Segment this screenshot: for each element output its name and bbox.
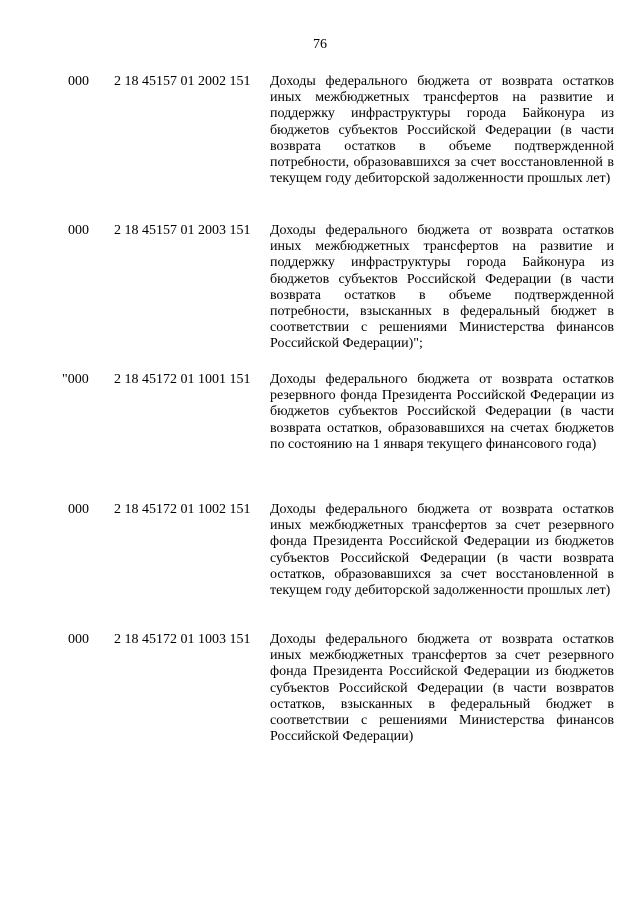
list-item <box>0 74 640 223</box>
list-item <box>0 632 640 756</box>
admin-code: 000 <box>68 502 89 517</box>
budget-codes-list <box>0 74 640 756</box>
revenue-description: Доходы федерального бюджета от возврата остатков иных межбюджетных трансфертов на развитие и поддержку инфраструктуры города Байконура из бюджетов субъектов Российской Федерации (в части возврата остатков в объеме подтвержденной потребности, образовавшихся за счет восстановленной в текущем году дебиторской задолженности прошлых лет) <box>270 74 614 187</box>
list-item <box>0 502 640 632</box>
revenue-description: Доходы федерального бюджета от возврата остатков резервного фонда Президента Российской Федерации из бюджетов субъектов Российской Федерации (в части возврата остатков, образовавшихся на счетах бюджетов по состоянию на 1 января текущего финансового года) <box>270 372 614 452</box>
list-item <box>0 223 640 372</box>
admin-code: 000 <box>68 74 89 89</box>
budget-classification-code: 2 18 45157 01 2003 151 <box>114 223 251 238</box>
revenue-description: Доходы федерального бюджета от возврата остатков иных межбюджетных трансфертов на развитие и поддержку инфраструктуры города Байконура из бюджетов субъектов Российской Федерации (в части возврата остатков в объеме подтвержденной потребности, взысканных в федеральный бюджет в соответствии с решениями Министерства финансов Российской Федерации)"; <box>270 223 614 352</box>
page-number: 76 <box>313 37 327 52</box>
revenue-description: Доходы федерального бюджета от возврата остатков иных межбюджетных трансфертов за счет резервного фонда Президента Российской Федерации из бюджетов субъектов Российской Федерации (в части возвратов остатков, взысканных в федеральный бюджет в соответствии с решениями Министерства финансов Российской Федерации) <box>270 632 614 745</box>
revenue-description: Доходы федерального бюджета от возврата остатков иных межбюджетных трансфертов за счет резервного фонда Президента Российской Федерации из бюджетов субъектов Российской Федерации (в части возврата остатков, образовавшихся за счет восстановленной в текущем году дебиторской задолженности прошлых лет) <box>270 502 614 599</box>
budget-classification-code: 2 18 45172 01 1001 151 <box>114 372 251 387</box>
budget-classification-code: 2 18 45172 01 1003 151 <box>114 632 251 647</box>
admin-code: 000 <box>68 632 89 647</box>
admin-code: 000 <box>68 223 89 238</box>
budget-classification-code: 2 18 45172 01 1002 151 <box>114 502 251 517</box>
budget-classification-code: 2 18 45157 01 2002 151 <box>114 74 251 89</box>
list-item <box>0 372 640 502</box>
admin-code: "000 <box>62 372 89 387</box>
